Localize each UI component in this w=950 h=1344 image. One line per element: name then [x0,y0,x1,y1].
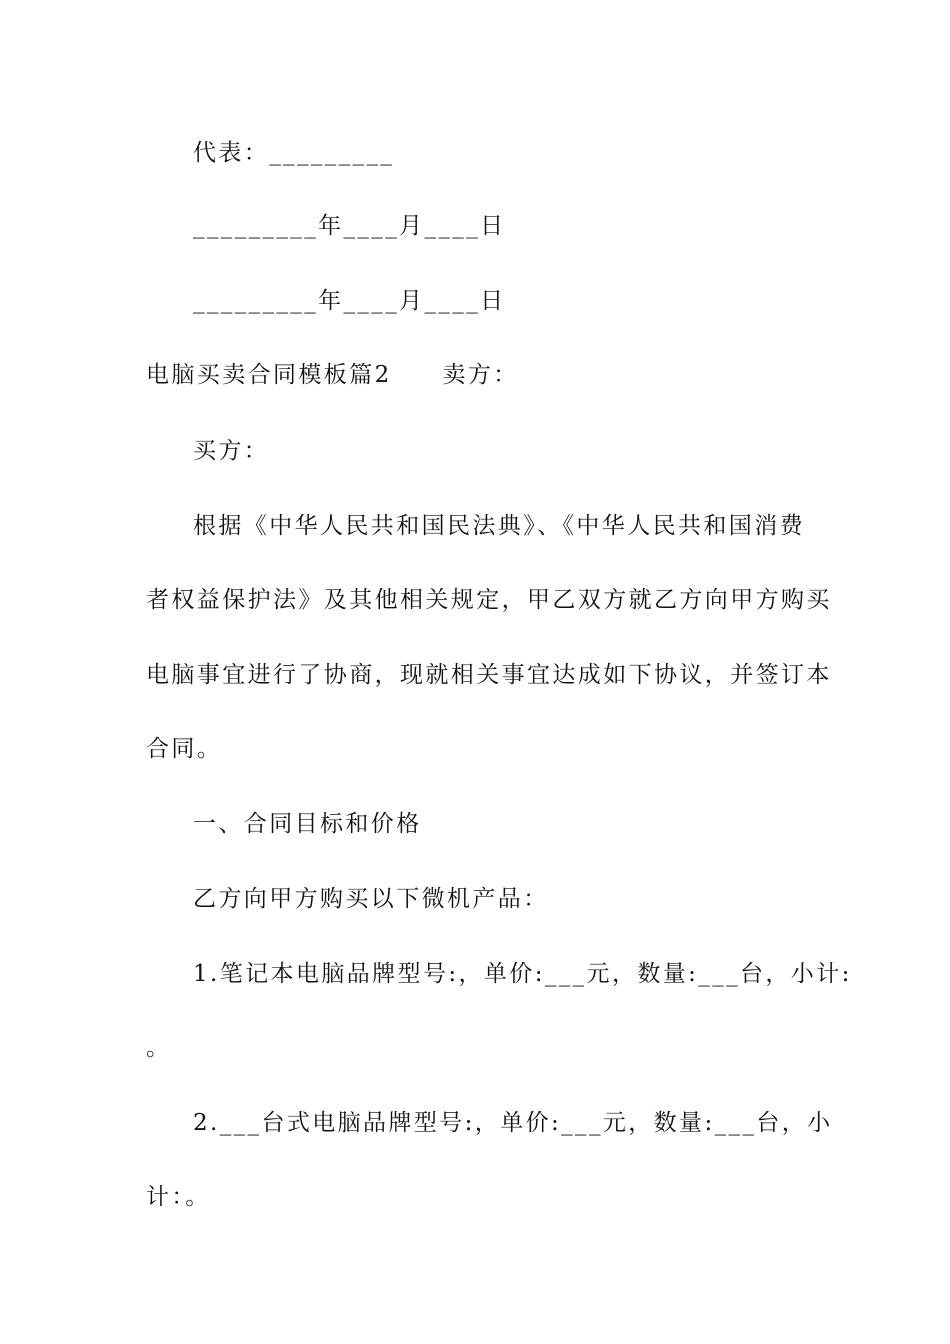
item-1-line-2: 。 [146,1035,172,1061]
contract-title-seller-line: 电脑买卖合同模板篇2 卖方： [146,362,519,388]
purchase-intro: 乙方向甲方购买以下微机产品： [193,886,549,912]
buyer-line: 买方： [193,438,270,464]
representative-line: 代表：_________ [193,140,395,166]
item-2-line-2: 计：。 [146,1184,211,1210]
date-line-2: _________年____月____日 [193,288,506,314]
item-2-line-1: 2.___台式电脑品牌型号:，单价:___元，数量:___台，小 [193,1110,833,1136]
item-1-line-1: 1.笔记本电脑品牌型号:，单价:___元，数量:___台，小计: [193,961,852,987]
section-heading: 一、合同目标和价格 [193,811,422,837]
paragraph-line-2: 者权益保护法》及其他相关规定，甲乙双方就乙方向甲方购买 [146,587,832,613]
paragraph-line-3: 电脑事宜进行了协商，现就相关事宜达成如下协议，并签订本 [146,662,832,688]
paragraph-line-4: 合同。 [146,736,223,762]
date-line-1: _________年____月____日 [193,213,506,239]
paragraph-line-1: 根据《中华人民共和国民法典》、《中华人民共和国消费 [193,513,805,539]
